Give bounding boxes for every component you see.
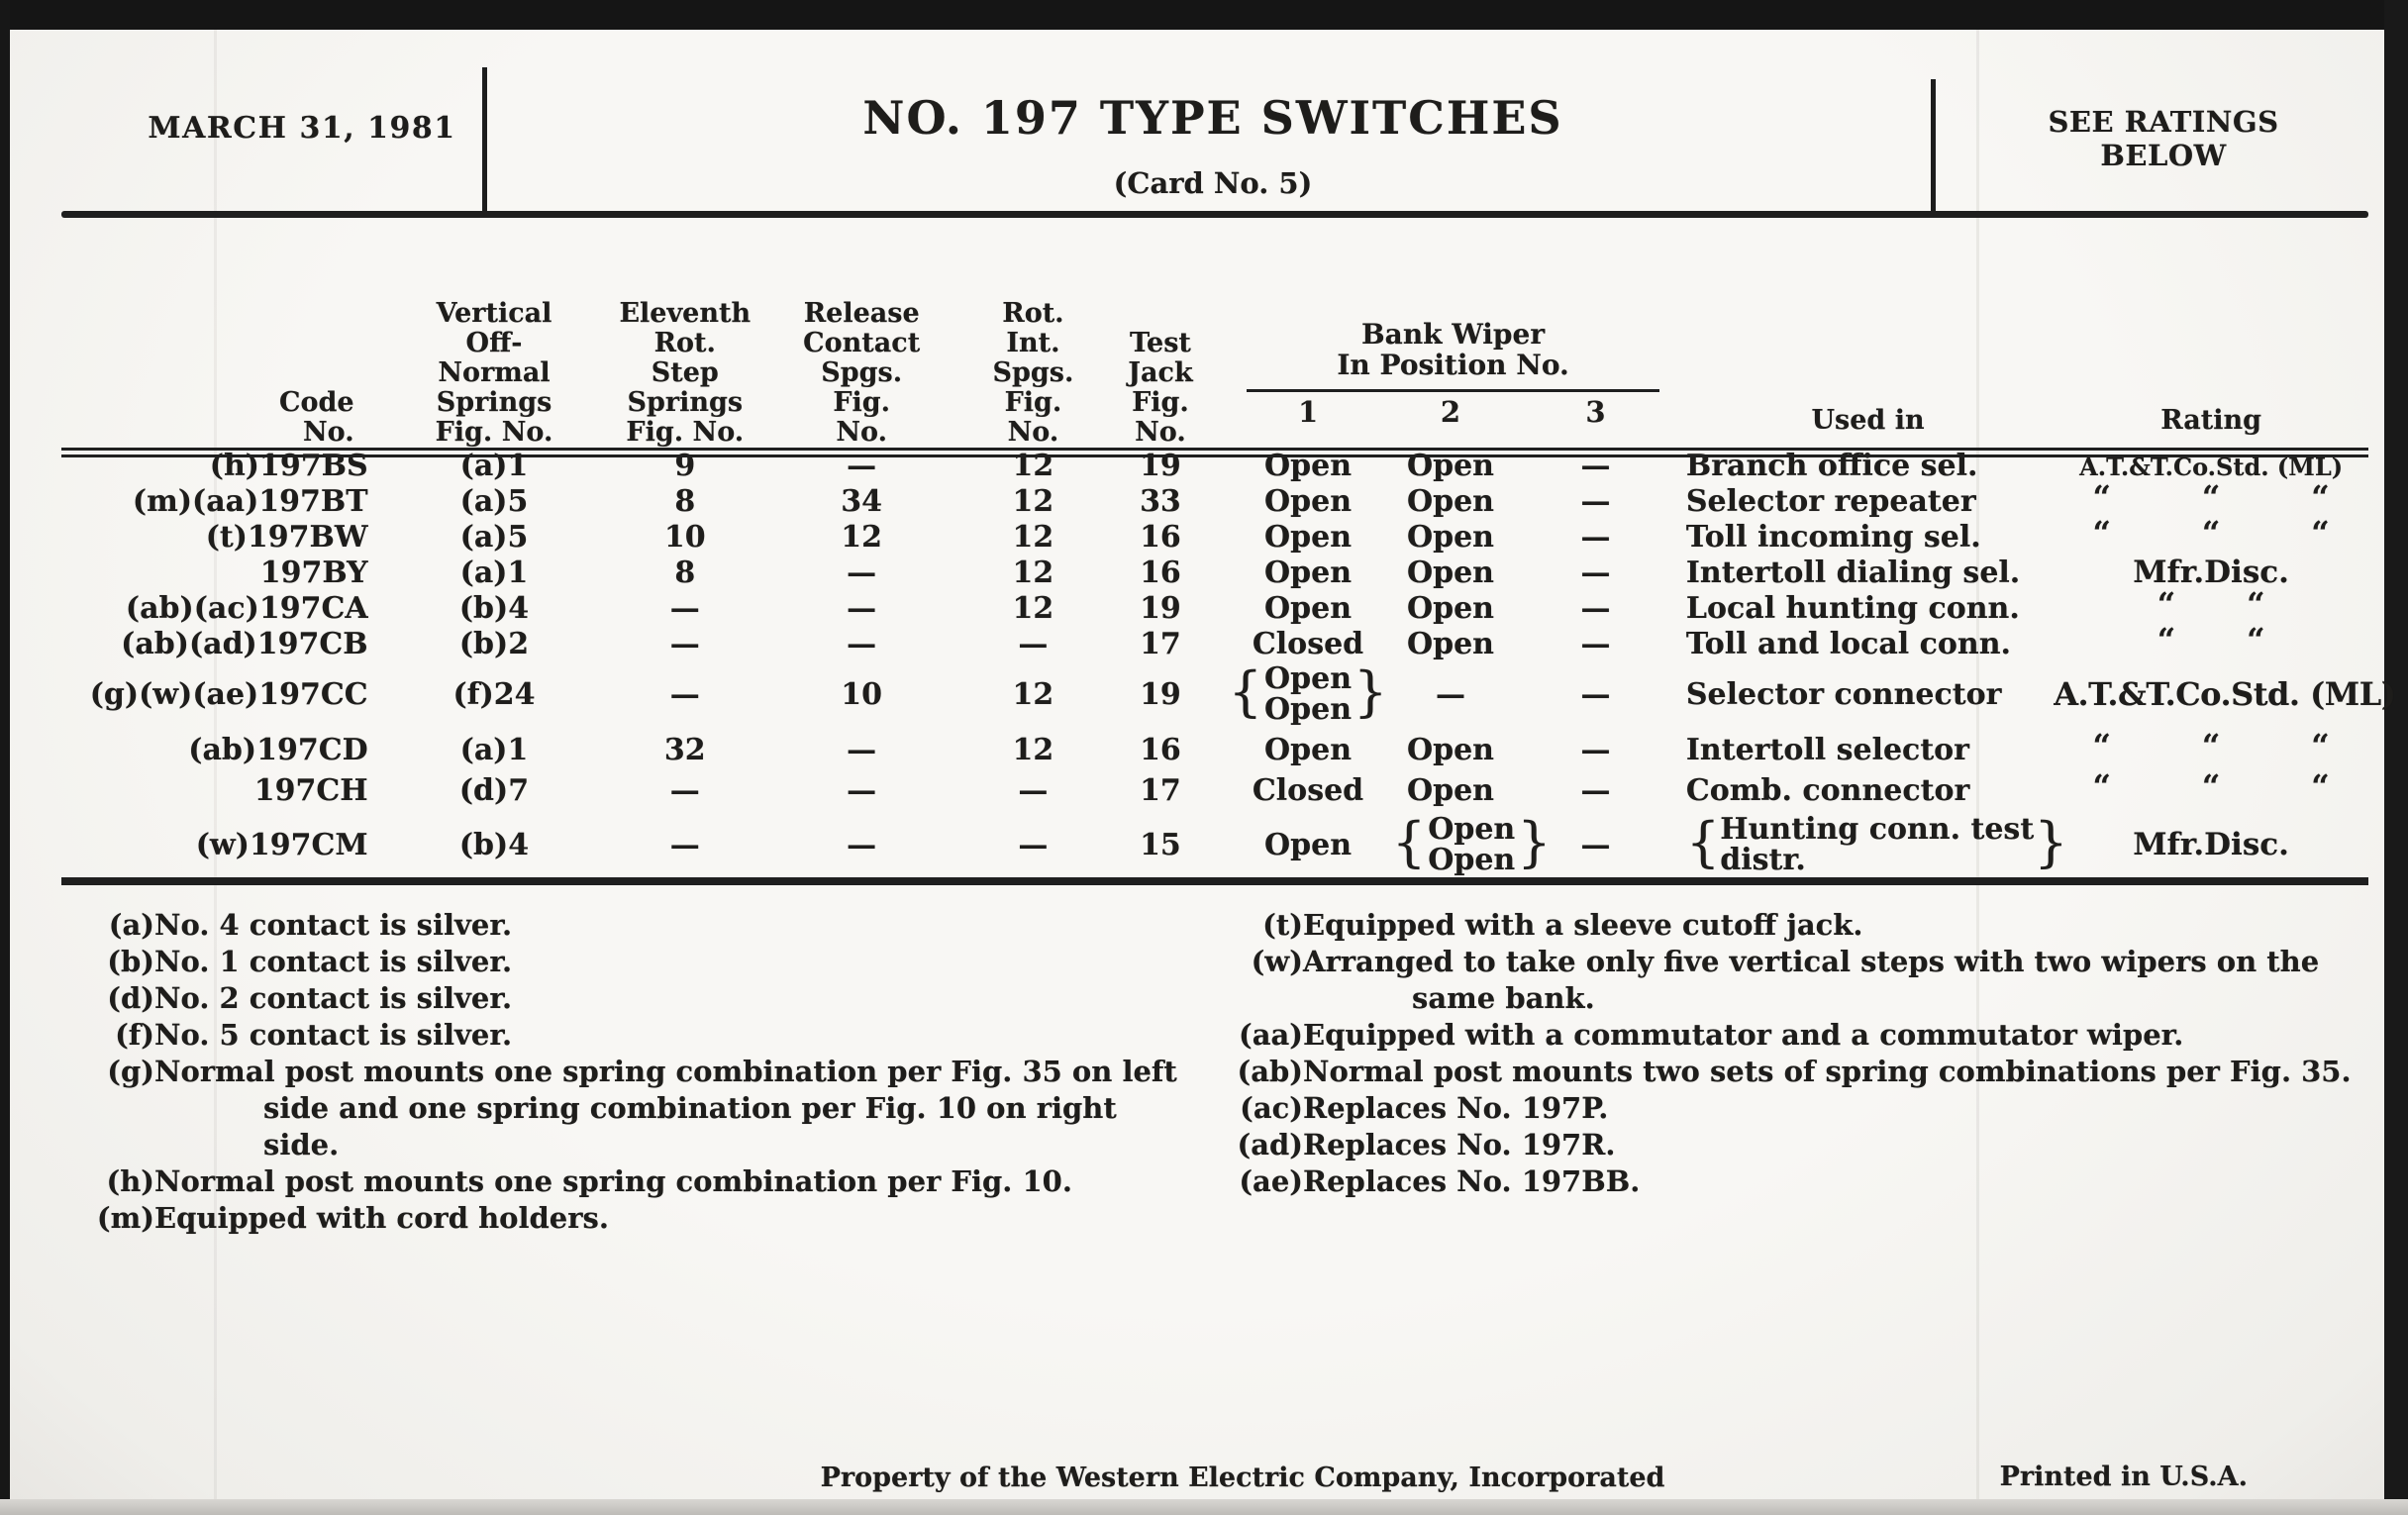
cell-code: (ab)(ac)197CA <box>125 590 368 626</box>
bank-wiper-label: Bank Wiper In Position No. <box>1337 318 1569 381</box>
footnote-label: (w) <box>1251 945 1303 978</box>
cell-rating <box>2054 727 2368 772</box>
cell-eleventh: 8 <box>674 483 696 519</box>
footnote <box>1218 1090 2376 1127</box>
footnote-text <box>154 1054 1198 1163</box>
footnote-label: (d) <box>107 981 154 1015</box>
ditto-marks <box>2054 767 2368 805</box>
table-row <box>61 626 2368 661</box>
table-row <box>61 808 2368 881</box>
cell-rating <box>2054 555 2368 590</box>
footnote-line: Normal post mounts one spring combination per Fig. 10. <box>154 1164 1072 1198</box>
cell-bw1: Closed <box>1252 626 1364 661</box>
cell-rot_int: 12 <box>1012 676 1054 712</box>
footnote-text <box>154 1200 1198 1237</box>
cell-vons: (a)5 <box>459 483 529 519</box>
footnote-text <box>154 1163 1198 1200</box>
ditto-mark: “ <box>2157 621 2176 658</box>
stacked-values: Hunting conn. test distr. <box>1720 812 2035 877</box>
col-header-code: Code No. <box>279 387 354 448</box>
braced-used-in <box>1685 810 2068 877</box>
cell-bw1: Open <box>1264 555 1353 590</box>
ditto-mark: “ <box>2201 767 2221 805</box>
footnote-text <box>1303 944 2376 1017</box>
footnote <box>69 1017 1198 1054</box>
cell-used-in: Local hunting conn. <box>1685 590 2020 626</box>
printed-note: Printed in U.S.A. <box>1999 1462 2248 1492</box>
col-header-rot-int: Rot. Int. Spgs. Fig. No. <box>992 298 1074 448</box>
cell-used-in: Toll and local conn. <box>1685 626 2011 661</box>
cell-vons: (b)2 <box>458 626 530 661</box>
cell-test_jack: 15 <box>1140 827 1181 862</box>
footnote-text <box>1303 1054 2376 1090</box>
footnote-label: (a) <box>108 908 154 942</box>
cell-vons: (b)4 <box>458 590 530 626</box>
cell-bw2: Open <box>1406 483 1494 519</box>
cell-bw3: — <box>1580 483 1611 519</box>
cell-rot_int: — <box>1018 827 1049 862</box>
scan-edge-right <box>2384 0 2408 1515</box>
cell-bw2: Open <box>1406 555 1494 590</box>
cell-code: (m)(aa)197BT <box>132 483 368 519</box>
footnote <box>69 1200 1198 1237</box>
cell-rating <box>2054 808 2368 881</box>
footnote-text <box>154 944 1198 980</box>
table-row <box>61 483 2368 519</box>
footnote <box>69 944 1198 980</box>
page-title: NO. 197 TYPE SWITCHES <box>862 91 1563 145</box>
cell-release: 10 <box>841 676 883 712</box>
ditto-mark: “ <box>2092 727 2111 764</box>
property-note: Property of the Western Electric Company, Incorporated <box>820 1463 1665 1493</box>
footnote-line: Equipped with cord holders. <box>154 1201 609 1235</box>
cell-vons: (d)7 <box>458 772 530 808</box>
cell-release: — <box>847 732 877 767</box>
footnote <box>1218 1017 2376 1054</box>
col-header-used-in: Used in <box>1811 405 1925 436</box>
cell-bw2: Open <box>1406 519 1494 555</box>
col-header-release-contact: Release Contact Spgs. Fig. No. <box>803 298 921 448</box>
footnote-line: side and one spring combination per Fig. 10 on right side. <box>263 1091 1117 1162</box>
ditto-marks <box>2054 514 2368 552</box>
ditto-marks <box>2054 585 2368 623</box>
footnotes-left <box>69 907 1198 1237</box>
footnote-line: same bank. <box>1412 981 1595 1015</box>
header-row <box>61 238 2368 392</box>
brace-glyph: { <box>1685 810 1721 873</box>
cell-rot_int: 12 <box>1012 483 1054 519</box>
cell-release: — <box>847 590 877 626</box>
cell-bw1: Closed <box>1252 772 1364 808</box>
header-divider-right <box>1931 79 1936 214</box>
footnote <box>1218 1054 2376 1090</box>
footnote-line: Equipped with a commutator and a commutator wiper. <box>1303 1018 2184 1052</box>
footnote-line: Arranged to take only five vertical steps with two wipers on the <box>1303 945 2320 978</box>
table-row <box>61 772 2368 808</box>
cell-bw2: Open <box>1406 448 1494 483</box>
col-header-position-1: 1 <box>1297 395 1319 429</box>
ditto-mark: “ <box>2311 767 2330 805</box>
rating-text: Mfr.Disc. <box>2133 827 2289 862</box>
ditto-mark: “ <box>2201 478 2221 516</box>
stacked-values: Open Open <box>1264 661 1353 727</box>
cell-rating <box>2054 621 2368 661</box>
cell-test_jack: 19 <box>1140 676 1181 712</box>
cell-rot_int: 12 <box>1012 732 1054 767</box>
table-body <box>61 448 2396 881</box>
cell-test_jack: 17 <box>1140 772 1181 808</box>
col-header-bank-wiper <box>1224 238 1682 392</box>
cell-bw2: Open <box>1406 590 1494 626</box>
col-header-position-2: 2 <box>1440 395 1461 429</box>
cell-eleventh: 8 <box>674 555 696 590</box>
braced-pair <box>1391 810 1552 877</box>
cell-bw3: — <box>1580 555 1611 590</box>
brace-glyph: } <box>1354 659 1388 723</box>
cell-bw3: — <box>1580 827 1611 862</box>
footnote-line: No. 4 contact is silver. <box>154 908 513 942</box>
cell-bw1: Open <box>1264 732 1353 767</box>
cell-vons: (a)5 <box>459 519 529 555</box>
footnotes-right <box>1218 907 2376 1200</box>
cell-eleventh: 10 <box>663 519 706 555</box>
brace-glyph: { <box>1228 659 1263 723</box>
ditto-mark: “ <box>2311 514 2330 552</box>
cell-bw1: Open <box>1264 590 1353 626</box>
table-row <box>61 519 2368 555</box>
footnote <box>69 907 1198 944</box>
cell-rot_int: — <box>1018 626 1049 661</box>
footnote-text <box>1303 907 2376 944</box>
ditto-marks <box>2054 621 2368 658</box>
footnote-line: No. 5 contact is silver. <box>154 1018 513 1052</box>
cell-bw2: — <box>1435 676 1465 712</box>
footnote-text <box>1303 1017 2376 1054</box>
footnote-label: (g) <box>107 1055 154 1088</box>
cell-bw1 <box>1224 661 1392 727</box>
cell-used-in: Toll incoming sel. <box>1685 519 1981 555</box>
footnote-text <box>154 1017 1198 1054</box>
table-row <box>61 727 2368 772</box>
cell-test_jack: 17 <box>1140 626 1181 661</box>
cell-bw1: Open <box>1264 483 1353 519</box>
cell-eleventh: 32 <box>663 732 706 767</box>
cell-used-in: Selector repeater <box>1685 483 1976 519</box>
cell-rot_int: — <box>1018 772 1049 808</box>
cell-rating <box>2054 585 2368 626</box>
footnote-line: Normal post mounts two sets of spring combinations per Fig. 35. <box>1303 1055 2352 1088</box>
header-rule <box>61 211 2368 218</box>
cell-bw2: Open <box>1406 772 1494 808</box>
col-header-position-3: 3 <box>1585 395 1606 429</box>
scan-edge-top <box>0 0 2408 30</box>
footnote <box>1218 1127 2376 1163</box>
cell-vons: (f)24 <box>452 676 536 712</box>
cell-bw3: — <box>1580 626 1611 661</box>
cell-code: (w)197CM <box>195 827 368 862</box>
table-row <box>61 661 2368 727</box>
cell-rating <box>2054 661 2396 727</box>
footnote-line: No. 2 contact is silver. <box>154 981 513 1015</box>
brace-glyph: } <box>2034 810 2068 873</box>
cell-test_jack: 19 <box>1140 448 1181 483</box>
cell-used-in: Selector connector <box>1685 676 2002 712</box>
cell-release: — <box>847 827 877 862</box>
ditto-mark: “ <box>2247 621 2265 658</box>
footnote-label: (ae) <box>1239 1164 1303 1198</box>
cell-rot_int: 12 <box>1012 448 1054 483</box>
footnote <box>1218 1163 2376 1200</box>
header-body-double-rule <box>61 448 2368 457</box>
rating-text: Mfr.Disc. <box>2133 555 2289 590</box>
footnote-text <box>154 980 1198 1017</box>
cell-test_jack: 16 <box>1140 519 1181 555</box>
table-row <box>61 590 2368 626</box>
card-number: (Card No. 5) <box>1113 166 1313 200</box>
footnote <box>1218 907 2376 944</box>
footnote-label: (ac) <box>1240 1091 1303 1125</box>
footnote-label: (b) <box>107 945 154 978</box>
cell-test_jack: 16 <box>1140 732 1181 767</box>
ditto-mark: “ <box>2311 478 2330 516</box>
footnote-label: (h) <box>106 1164 154 1198</box>
cell-test_jack: 16 <box>1140 555 1181 590</box>
issue-date: MARCH 31, 1981 <box>148 111 456 146</box>
footnote-line: No. 1 contact is silver. <box>154 945 513 978</box>
cell-bw3: — <box>1580 772 1611 808</box>
footnote-text <box>1303 1163 2376 1200</box>
footnote <box>69 1054 1198 1163</box>
cell-bw1: Open <box>1264 827 1353 862</box>
table-row <box>61 555 2368 590</box>
cell-vons: (a)1 <box>459 555 529 590</box>
cell-test_jack: 33 <box>1140 483 1181 519</box>
footnote-line: Normal post mounts one spring combination per Fig. 35 on left <box>154 1055 1177 1088</box>
cell-release: — <box>847 448 877 483</box>
footnote <box>1218 944 2376 1017</box>
cell-bw3: — <box>1580 448 1611 483</box>
footnote-label: (aa) <box>1238 1018 1303 1052</box>
ditto-marks <box>2054 727 2368 764</box>
cell-test_jack: 19 <box>1140 590 1181 626</box>
footnote-text <box>154 907 1198 944</box>
braced-pair <box>1228 659 1388 727</box>
cell-code: (t)197BW <box>205 519 368 555</box>
footnote-line: Replaces No. 197BB. <box>1303 1164 1641 1198</box>
brace-glyph: } <box>1517 810 1552 873</box>
switch-table <box>61 238 2396 881</box>
stacked-values: Open Open <box>1428 812 1516 877</box>
footnote-text <box>1303 1090 2376 1127</box>
ditto-mark: “ <box>2201 727 2221 764</box>
cell-code: 197BY <box>259 555 368 590</box>
footnote-label: (t) <box>1262 908 1303 942</box>
rating-text: A.T.&T.Co.Std. (ML) <box>2054 675 2396 713</box>
ditto-mark: “ <box>2157 585 2176 623</box>
footnote-line: Replaces No. 197P. <box>1303 1091 1609 1125</box>
cell-release: 12 <box>841 519 883 555</box>
cell-bw2 <box>1391 808 1552 881</box>
cell-eleventh: — <box>669 626 700 661</box>
table-head <box>61 238 2368 448</box>
footnote-label: (m) <box>96 1201 154 1235</box>
col-header-vertical-off-normal: Vertical Off- Normal Springs Fig. No. <box>435 298 553 448</box>
cell-code: (ab)(ad)197CB <box>121 626 368 661</box>
cell-used-in: Intertoll selector <box>1685 732 1969 767</box>
scan-edge-left <box>0 0 10 1515</box>
cell-vons: (b)4 <box>458 827 530 862</box>
footnote-line: Equipped with a sleeve cutoff jack. <box>1303 908 1863 942</box>
scan-edge-bottom <box>0 1499 2408 1515</box>
cell-bw1: Open <box>1264 448 1353 483</box>
rating-text: A.T.&T.Co.Std. (ML) <box>2079 452 2344 481</box>
cell-used-in: Comb. connector <box>1685 772 1970 808</box>
ditto-mark: “ <box>2092 767 2111 805</box>
cell-rating <box>2054 514 2368 555</box>
ditto-mark: “ <box>2201 514 2221 552</box>
footnote <box>69 980 1198 1017</box>
col-header-eleventh-rot-step: Eleventh Rot. Step Springs Fig. No. <box>619 298 752 448</box>
cell-release: — <box>847 626 877 661</box>
see-ratings-note: SEE RATINGS BELOW <box>2048 105 2279 172</box>
footnote-line: Replaces No. 197R. <box>1303 1128 1616 1162</box>
cell-rating <box>2054 767 2368 808</box>
cell-code: (h)197BS <box>209 448 368 483</box>
footnote-label: (f) <box>115 1018 154 1052</box>
cell-used-in: Intertoll dialing sel. <box>1685 555 2021 590</box>
cell-bw3: — <box>1580 590 1611 626</box>
cell-used-in: Branch office sel. <box>1685 448 1978 483</box>
cell-rot_int: 12 <box>1012 555 1054 590</box>
col-header-test-jack: Test Jack Fig. No. <box>1128 328 1193 448</box>
cell-release: 34 <box>841 483 883 519</box>
cell-bw3: — <box>1580 732 1611 767</box>
cell-bw3: — <box>1580 519 1611 555</box>
footnote-label: (ad) <box>1237 1128 1303 1162</box>
ditto-mark: “ <box>2247 585 2265 623</box>
cell-rot_int: 12 <box>1012 519 1054 555</box>
cell-eleventh: — <box>669 827 700 862</box>
cell-code: 197CH <box>253 772 368 808</box>
footnote <box>69 1163 1198 1200</box>
cell-bw3: — <box>1580 676 1611 712</box>
cell-vons: (a)1 <box>459 448 529 483</box>
ditto-mark: “ <box>2311 727 2330 764</box>
ditto-mark: “ <box>2092 514 2111 552</box>
brace-glyph: { <box>1391 810 1427 873</box>
col-header-rating: Rating <box>2160 405 2261 436</box>
cell-release: — <box>847 772 877 808</box>
ditto-marks <box>2054 478 2368 516</box>
cell-eleventh: — <box>669 772 700 808</box>
cell-bw1: Open <box>1264 519 1353 555</box>
cell-vons: (a)1 <box>459 732 529 767</box>
cell-bw2: Open <box>1406 732 1494 767</box>
cell-eleventh: — <box>669 590 700 626</box>
header-divider-left <box>482 67 487 214</box>
cell-eleventh: — <box>669 676 700 712</box>
cell-bw2: Open <box>1406 626 1494 661</box>
cell-eleventh: 9 <box>674 448 696 483</box>
cell-release: — <box>847 555 877 590</box>
cell-rot_int: 12 <box>1012 590 1054 626</box>
cell-code: (ab)197CD <box>188 732 368 767</box>
table-bottom-rule <box>61 877 2368 885</box>
ditto-mark: “ <box>2092 478 2111 516</box>
footnote-label: (ab) <box>1237 1055 1303 1088</box>
cell-code: (g)(w)(ae)197CC <box>89 676 368 712</box>
footnote-text <box>1303 1127 2376 1163</box>
cell-used-in <box>1682 808 2068 881</box>
